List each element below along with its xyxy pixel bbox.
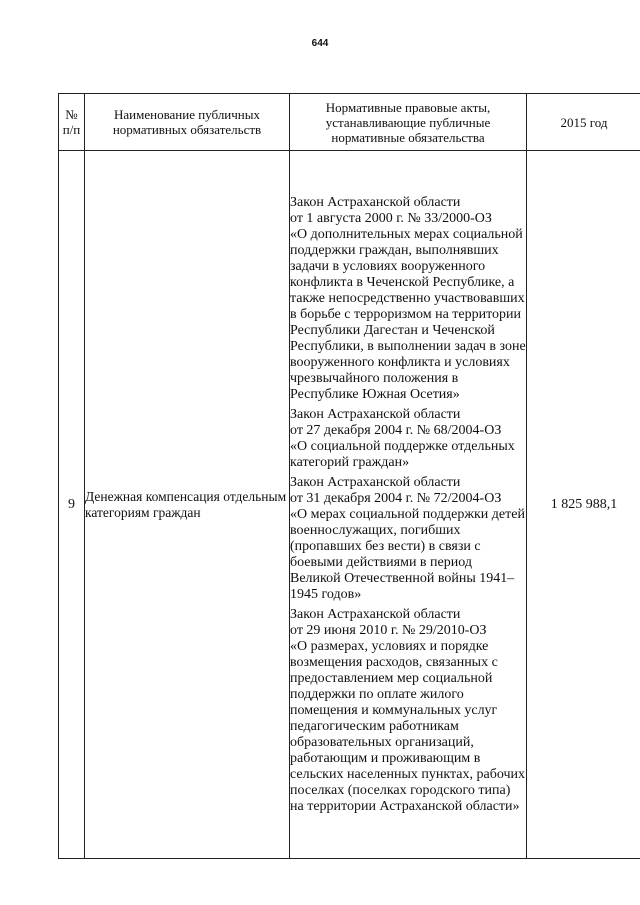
law-text: «О дополнительных мерах социальной поддержки граждан, выполнявших задачи в условиях вооруженного конфликта в Чеченской Республике, а также непосредственно участвовавших в борьбе с терроризмом на территории Республики Дагестан и Чеченской Республики, в выполнении задач в зоне вооруженного конфликта и условиях чрезвычайного положения в Республике Южная Осетия» bbox=[290, 226, 526, 402]
law-text: «О мерах социальной поддержки детей военнослужащих, погибших (пропавших без вести) в связи с боевыми действиями в период Великой Отечественной войны 1941–1945 годов» bbox=[290, 506, 525, 602]
law-title: Закон Астраханской области bbox=[290, 194, 461, 210]
table-row bbox=[59, 151, 640, 859]
row-number: 9 bbox=[59, 151, 85, 859]
law-entry bbox=[290, 607, 526, 815]
law-date: от 27 декабря 2004 г. № 68/2004-ОЗ bbox=[290, 422, 502, 438]
law-text: «О размерах, условиях и порядке возмещения расходов, связанных с предоставлением мер социальной поддержки по оплате жилого помещения и коммунальных услуг педагогическим работникам образовательных организаций, работающим и проживающим в сельских населенных пунктах, рабочих поселках (поселках городского типа) на территории Астраханской области» bbox=[290, 638, 525, 814]
header-year: 2015 год bbox=[527, 94, 640, 151]
header-acts: Нормативные правовые акты, устанавливающие публичные нормативные обязательства bbox=[290, 94, 527, 151]
law-entry bbox=[290, 475, 526, 603]
header-num: № п/п bbox=[59, 94, 85, 151]
law-title: Закон Астраханской области bbox=[290, 606, 461, 622]
obligations-table bbox=[58, 93, 640, 859]
obligation-name: Денежная компенсация отдельным категориям граждан bbox=[85, 151, 290, 859]
law-title: Закон Астраханской области bbox=[290, 406, 461, 422]
law-date: от 1 августа 2000 г. № 33/2000-ОЗ bbox=[290, 210, 492, 226]
table-header-row bbox=[59, 94, 640, 151]
law-date: от 29 июня 2010 г. № 29/2010-ОЗ bbox=[290, 622, 487, 638]
header-name: Наименование публичных нормативных обязательств bbox=[85, 94, 290, 151]
law-entry bbox=[290, 407, 526, 471]
page-number: 644 bbox=[311, 38, 329, 49]
legal-acts-cell bbox=[290, 151, 527, 859]
law-title: Закон Астраханской области bbox=[290, 474, 461, 490]
law-text: «О социальной поддержке отдельных категорий граждан» bbox=[290, 438, 515, 470]
law-entry bbox=[290, 195, 526, 403]
amount-2015: 1 825 988,1 bbox=[527, 151, 640, 859]
law-date: от 31 декабря 2004 г. № 72/2004-ОЗ bbox=[290, 490, 502, 506]
